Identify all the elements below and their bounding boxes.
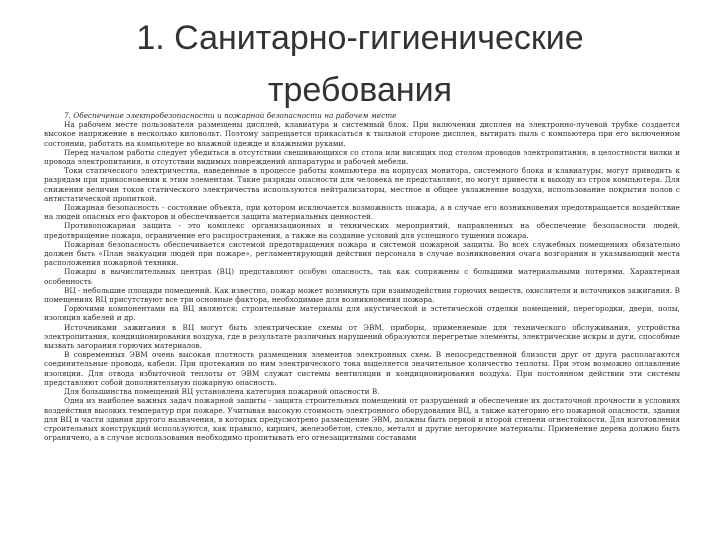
document-excerpt <box>44 111 680 442</box>
paragraph: Пожары в вычислительных центрах (ВЦ) представляют особую опасность, так как сопряжены с большими материальными потерями. Характерная особенность <box>44 267 680 286</box>
slide-title <box>0 12 720 116</box>
slide-title-line-2: требования <box>267 71 453 109</box>
paragraph: На рабочем месте пользователя размещены дисплей, клавиатура и системный блок. При включении дисплея на электронно-лучевой трубке создается высокое напряжение в несколько киловольт. Поэтому запрещается прикасаться к тыльной стороне дисплея, вытирать пыль с компьютера при его включенном состоянии, работать на компьютере во влажной одежде и влажными руками. <box>44 120 680 148</box>
slide-title-line-1: 1. Санитарно-гигиенические <box>136 19 584 57</box>
paragraph: Одна из наиболее важных задач пожарной защиты - защита строительных помещений от разрушений и обеспечение их достаточной прочности в условиях воздействия высоких температур при пожаре. Учитывая высокую стоимость электронного оборудования ВЦ, а также категорию его пожарной опасности, здания для ВЦ и части здания другого назначения, в которых предусмотрено размещение ЭВМ, должны быть первой и второй степени огнестойкости. Для изготовления строительных конструкций используются, как правило, кирпич, железобетон, стекло, металл и другие негорючие материалы. Применение дерева должно быть ограничено, а в случае использования необходимо пропитывать его огнезащитными составами <box>44 396 680 443</box>
paragraph: Токи статического электричества, наведенные в процессе работы компьютера на корпусах монитора, системного блока и клавиатуры, могут приводить к разрядам при прикосновении к этим элементам. Такие разряды опасности для человека не представляют, но могут привести к выходу из строя компьютера. Для снижения величин токов статического электричества используются нейтрализаторы, местное и общее увлажнение воздуха, использование покрытия полов с антистатической пропиткой. <box>44 166 680 203</box>
paragraph: Пожарная безопасность - состояние объекта, при котором исключается возможность пожара, а в случае его возникновения предотвращается воздействие на людей опасных его факторов и обеспечивается защита материальных ценностей. <box>44 203 680 222</box>
paragraph: В современных ЭВМ очень высокая плотность размещения элементов электронных схем. В непосредственной близости друг от друга располагаются соединительные провода, кабели. При протекании по ним электрического тока выделяется значительное количество теплоты. При этом возможно оплавление изоляции. Для отвода избыточной теплоты от ЭВМ служат системы вентиляции и кондиционирования воздуха. При постоянном действии эти системы представляют собой дополнительную пожарную опасность. <box>44 350 680 387</box>
paragraph: Пожарная безопасность обеспечивается системой предотвращения пожара и системой пожарной защиты. Во всех служебных помещениях обязательно должен быть «План эвакуации людей при пожаре», регламентирующий действия персонала в случае возникновения очага возгорания и указывающий места расположения пожарной техники. <box>44 239 680 268</box>
paragraph: Для большинства помещений ВЦ установлена категория пожарной опасности В. <box>64 387 380 397</box>
section-heading: 7. Обеспечение электробезопасности и пожарной безопасности на рабочем месте <box>64 111 397 120</box>
paragraph: Перед началом работы следует убедиться в отсутствии свешивающихся со стола или висящих под столом проводов электропитания, в целостности вилки и провода электропитания, в отсутствии видимых повреждений аппаратуры и рабочей мебели. <box>44 147 680 167</box>
paragraph: Горючими компонентами на ВЦ являются: строительные материалы для акустической и эстетической отделки помещений, перегородки, двери, полы, изоляция кабелей и др. <box>44 304 680 323</box>
paragraph: ВЦ - небольшие площади помещений. Как известно, пожар может возникнуть при взаимодействии горючих веществ, окислителя и источников зажигания. В помещениях ВЦ присутствуют все три основные фактора, необходимые для возникновения пожара. <box>44 285 680 305</box>
paragraph: Противопожарная защита - это комплекс организационных и технических мероприятий, направленных на обеспечение безопасности людей, предотвращение пожара, ограничение его распространения, а также на создание условий для успешного тушения пожара. <box>44 221 680 240</box>
paragraph: Источниками зажигания в ВЦ могут быть электрические схемы от ЭВМ, приборы, применяемые для технического обслуживания, устройства электропитания, кондиционирования воздуха, где в результате различных нарушений образуются перегретые элементы, электрические искры и дуги, способные вызвать загорания горючих материалов. <box>44 322 680 351</box>
